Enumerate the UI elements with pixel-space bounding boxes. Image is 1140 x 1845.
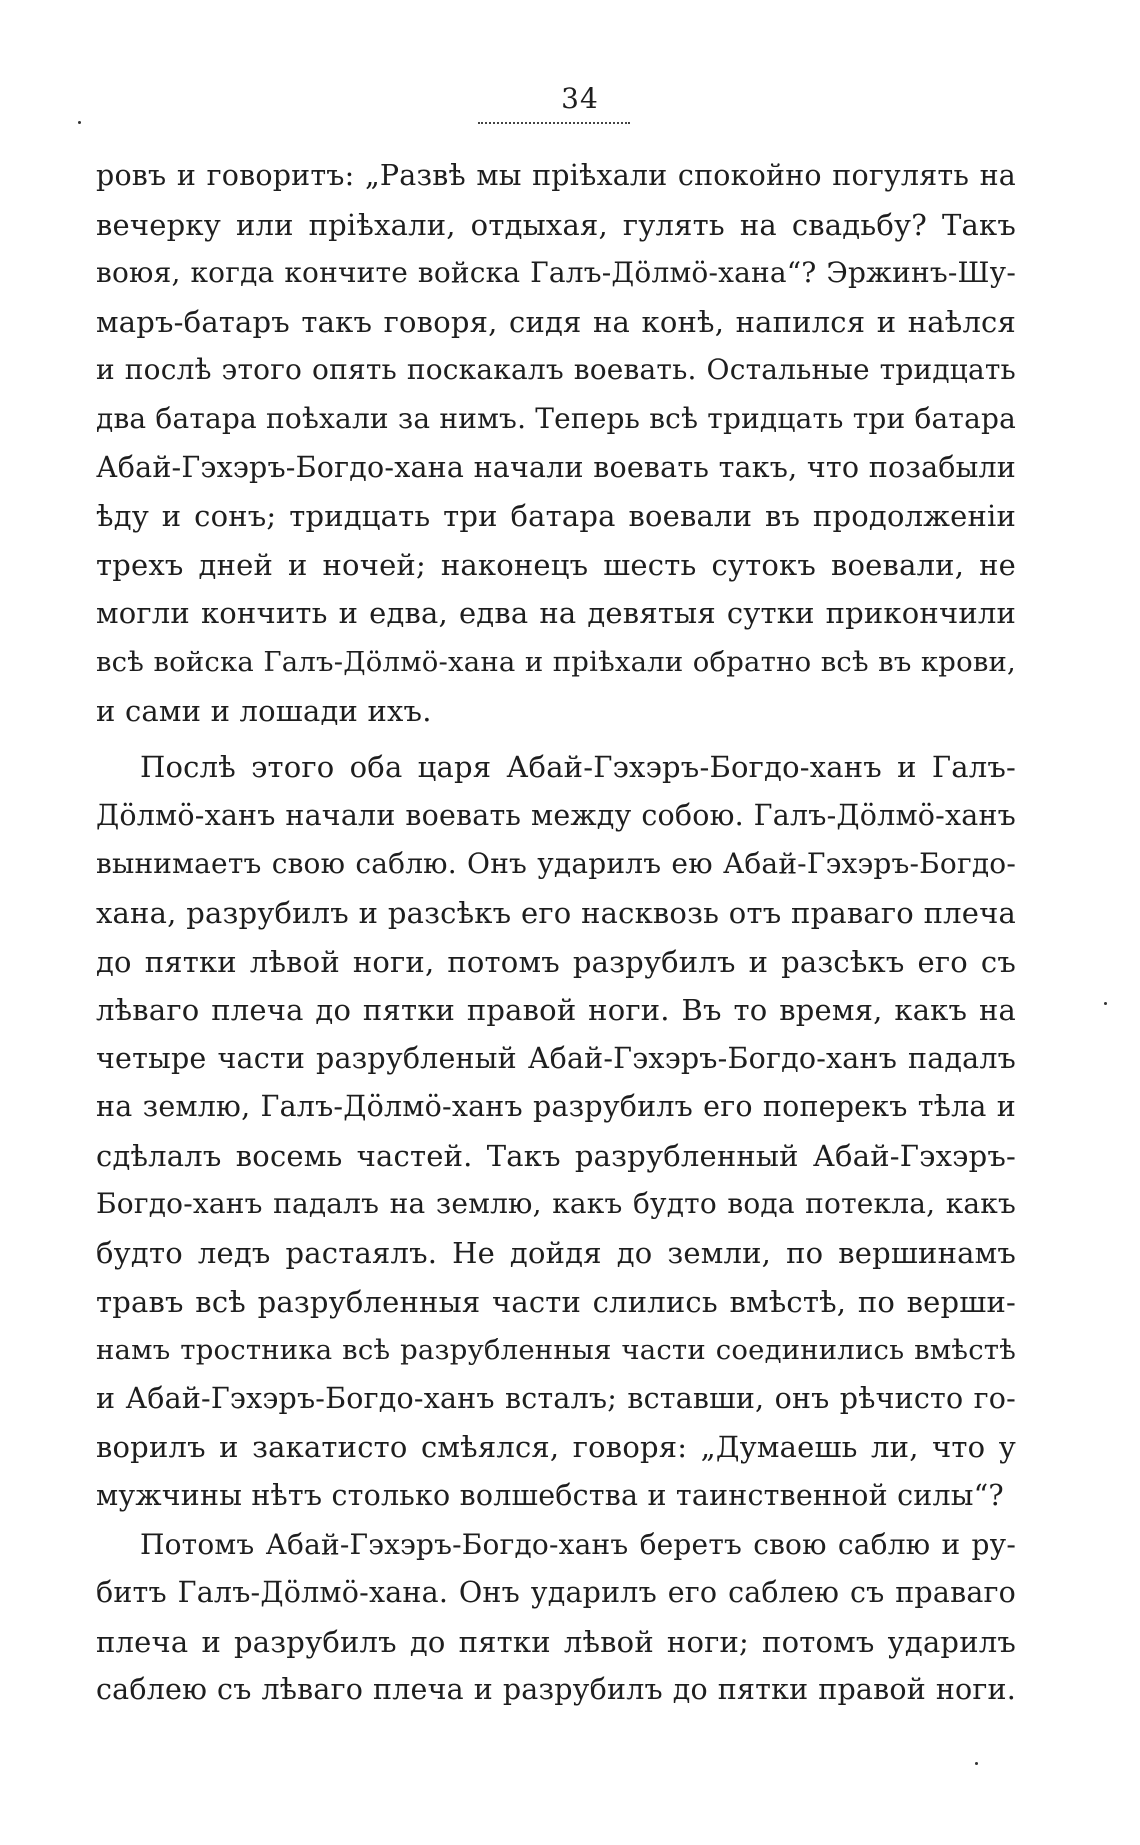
text-line: вечерку или пріѣхали, отдыхая, гулять на свадьбу? Такъ [96,207,1016,242]
text-line: воюя, когда кончите войска Галъ-Дӧлмӧ-хана“? Эржинъ-Шу- [96,256,1016,290]
text-line: саблею съ лѣваго плеча и разрубилъ до пятки правой ноги. [96,1673,1016,1707]
text-line: два батара поѣхали за нимъ. Теперь всѣ тридцать три батара [96,401,1017,435]
text-line: трехъ дней и ночей; наконецъ шесть сутокъ воевали, не [96,547,1016,582]
text-line: ворилъ и закатисто смѣялся, говоря: „Думаешь ли, что у [96,1430,1016,1465]
print-speck [975,1762,978,1765]
text-line: хана, разрубилъ и разсѣкъ его насквозь отъ праваго плеча [96,895,1016,930]
header-rule [478,122,630,124]
text-line: сдѣлалъ восемь частей. Такъ разрубленный Абай-Гэхэръ- [96,1138,1016,1173]
body-text [96,152,1016,1715]
text-line: плеча и разрубилъ до пятки лѣвой ноги; потомъ ударилъ [96,1624,1016,1659]
text-line: ровъ и говоритъ: „Развѣ мы пріѣхали спокойно погулять на [96,159,1016,192]
paragraph-gap [96,735,1016,743]
text-line: на землю, Галъ-Дӧлмӧ-ханъ разрубилъ его поперекъ тѣла и [96,1090,1016,1124]
text-line: и сами и лошади ихъ. [96,693,432,728]
text-line: четыре части разрубленый Абай-Гэхэръ-Богдо-ханъ падалъ [96,1041,1016,1075]
text-line: Абай-Гэхэръ-Богдо-хана начали воевать такъ, что позабыли [96,450,1016,484]
text-line: всѣ войска Галъ-Дӧлмӧ-хана и пріѣхали обратно всѣ въ крови, [96,645,1016,678]
text-line: могли кончить и едва, едва на девятыя сутки прикончили [96,596,1016,631]
print-speck [78,121,81,124]
text-line: Богдо-ханъ падалъ на землю, какъ будто вода потекла, какъ [96,1187,1016,1221]
print-speck [1104,1002,1107,1005]
text-line: до пятки лѣвой ноги, потомъ разрубилъ и разсѣкъ его съ [96,944,1016,979]
text-line: Послѣ этого оба царя Абай-Гэхэръ-Богдо-ханъ и Галъ- [140,750,1016,785]
text-line: намъ тростника всѣ разрубленныя части соединились вмѣстѣ [96,1334,1016,1367]
text-line: травъ всѣ разрубленныя части слились вмѣстѣ, по верши- [96,1284,1016,1319]
text-line: маръ-батаръ такъ говоря, сидя на конѣ, напился и наѣлся [96,304,1016,339]
text-line: и Абай-Гэхэръ-Богдо-ханъ всталъ; вставши, онъ рѣчисто го- [96,1381,1016,1415]
text-line: вынимаетъ свою саблю. Онъ ударилъ ею Абай-Гэхэръ-Богдо- [96,847,1016,881]
text-line: мужчины нѣтъ столько волшебства и таинственной силы“? [96,1479,1004,1513]
text-line: и послѣ этого опять поскакалъ воевать. Остальные тридцать [96,353,1016,387]
text-line: битъ Галъ-Дӧлмӧ-хана. Онъ ударилъ его саблею съ праваго [96,1576,1016,1610]
text-line: Потомъ Абай-Гэхэръ-Богдо-ханъ беретъ свою саблю и ру- [140,1527,1016,1561]
text-line: ѣду и сонъ; тридцать три батара воевали въ продолженіи [96,499,1016,534]
text-line: будто ледъ растаялъ. Не дойдя до земли, по вершинамъ [96,1236,1016,1271]
text-line: Дӧлмӧ-ханъ начали воевать между собою. Галъ-Дӧлмӧ-ханъ [96,798,1016,832]
page-number: 34 [561,82,599,115]
text-line: лѣваго плеча до пятки правой ноги. Въ то время, какъ на [96,993,1016,1028]
